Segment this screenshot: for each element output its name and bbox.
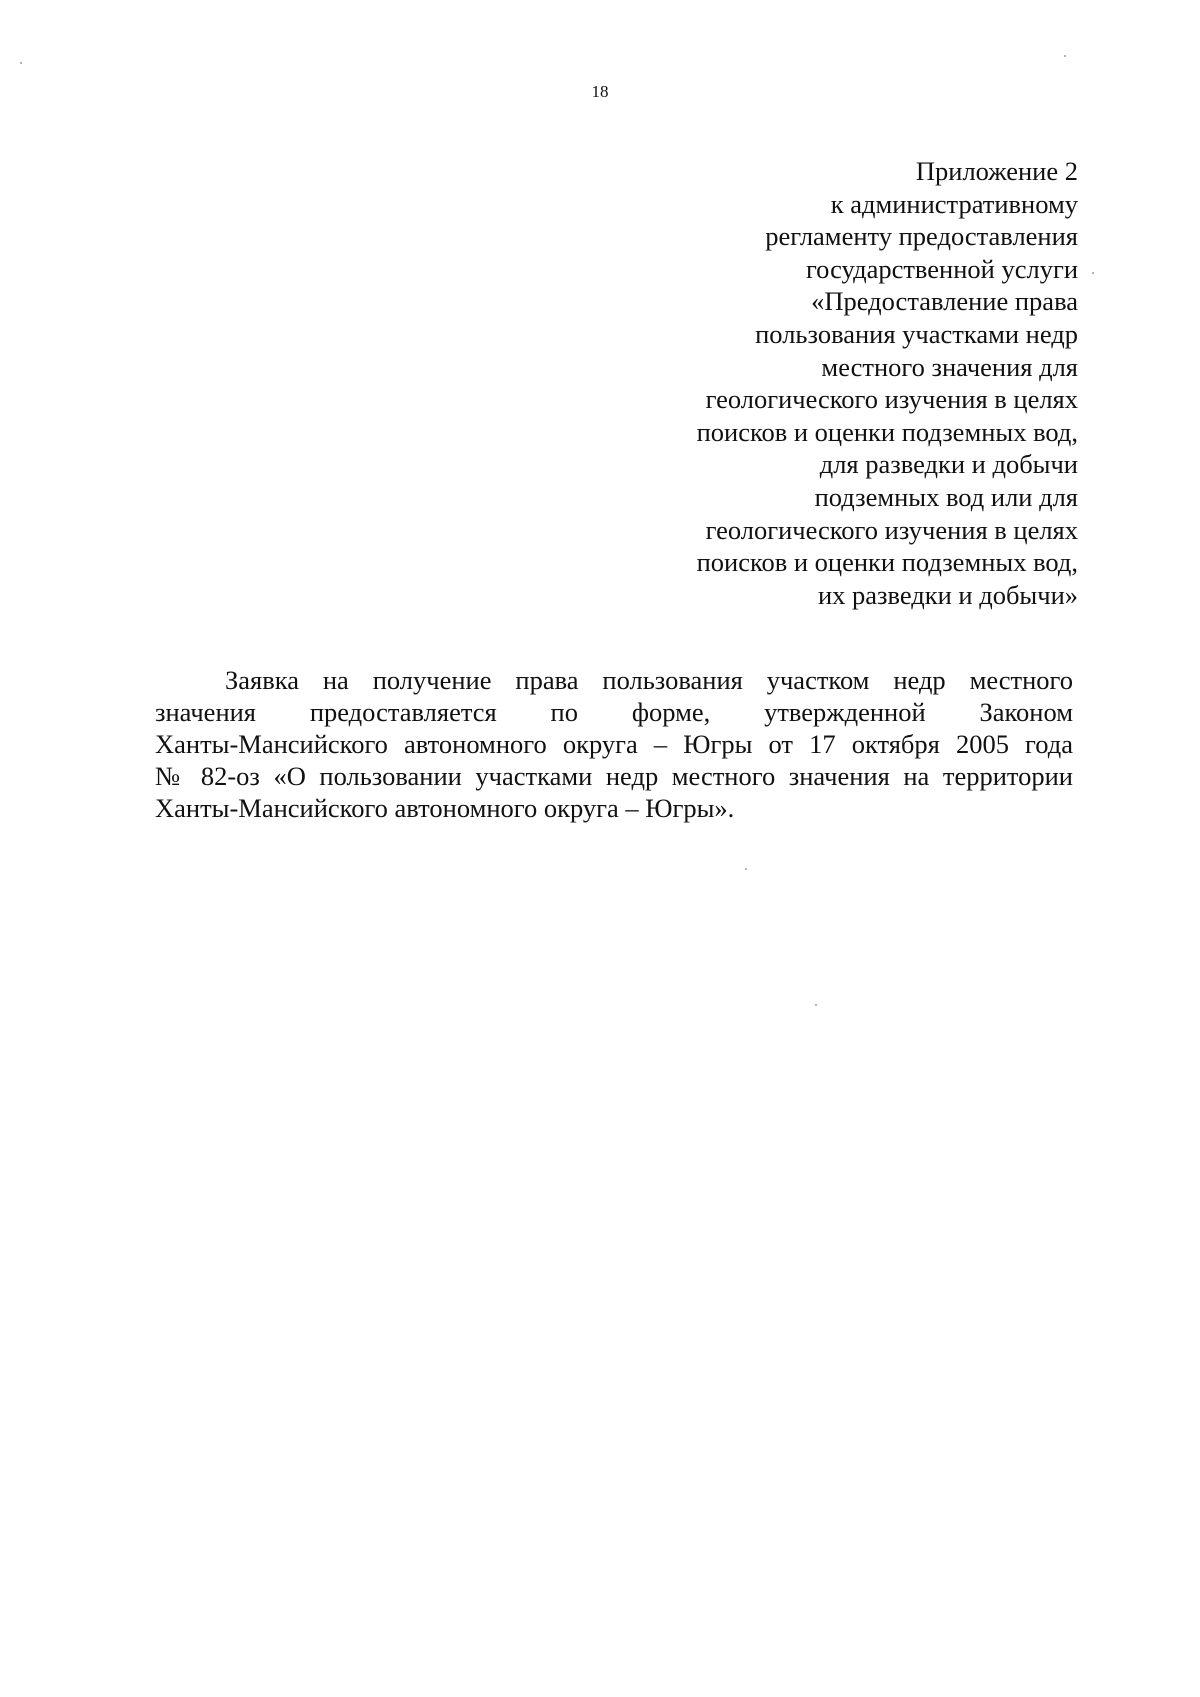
appendix-line: «Предоставление права bbox=[811, 286, 1078, 317]
scan-speck bbox=[20, 62, 22, 64]
appendix-line: их разведки и добычи» bbox=[817, 579, 1078, 610]
scan-speck bbox=[745, 868, 747, 870]
paragraph-line: значения предоставляется по форме, утвержденной Законом bbox=[155, 697, 1073, 727]
scan-speck bbox=[1092, 272, 1094, 274]
appendix-line: для разведки и добычи bbox=[819, 449, 1078, 480]
appendix-line: Приложение 2 bbox=[915, 156, 1078, 186]
appendix-line: геологического изучения в целях bbox=[705, 384, 1078, 415]
body-paragraph bbox=[155, 664, 1073, 824]
paragraph-line: № 82-оз «О пользовании участками недр местного значения на территории bbox=[155, 761, 1073, 791]
page-number: 18 bbox=[591, 82, 609, 101]
appendix-line: геологического изучения в целях bbox=[705, 514, 1078, 545]
scan-speck bbox=[815, 1004, 817, 1006]
appendix-line: к административному bbox=[830, 188, 1078, 219]
appendix-line: поисков и оценки подземных вод, bbox=[696, 416, 1078, 447]
scan-speck bbox=[1064, 55, 1066, 57]
appendix-line: пользования участками недр bbox=[755, 318, 1078, 349]
paragraph-line: Заявка на получение права пользования участком недр местного bbox=[225, 665, 1073, 695]
appendix-line: подземных вод или для bbox=[814, 481, 1078, 512]
paragraph-line: Ханты-Мансийского автономного округа – Югры от 17 октября 2005 года bbox=[155, 729, 1073, 759]
appendix-line: регламенту предоставления bbox=[765, 221, 1078, 252]
paragraph-line: Ханты-Мансийского автономного округа – Югры». bbox=[155, 793, 735, 823]
appendix-line: поисков и оценки подземных вод, bbox=[696, 547, 1078, 578]
appendix-header bbox=[518, 155, 1078, 611]
appendix-line: государственной услуги bbox=[805, 253, 1078, 284]
appendix-line: местного значения для bbox=[821, 351, 1078, 382]
